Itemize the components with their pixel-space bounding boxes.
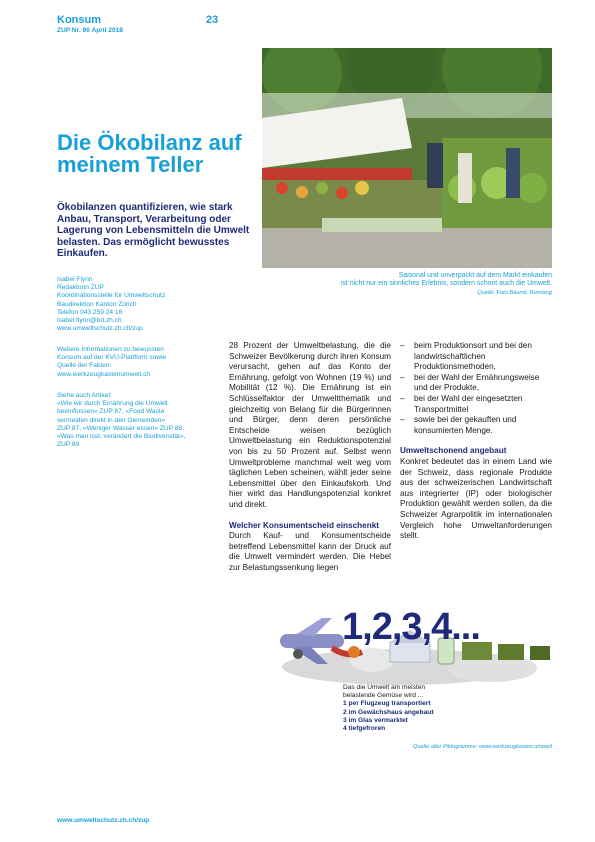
legend-item: 2 im Gewächshaus angebaut (343, 708, 434, 716)
issue-label: ZUP Nr. 90 April 2018 (57, 27, 123, 34)
market-photo-illustration (262, 48, 552, 268)
pictogram-legend (343, 684, 434, 733)
page-number: 23 (206, 14, 219, 26)
body-paragraph: Durch Kauf- und Konsumentscheide betreffend Lebensmittel kann der Druck auf die Umwelt vermindert werden. Die Hebel zur Belastungssenkung liegen (229, 531, 391, 572)
contact-line: Baudirektion Kanton Zürich (57, 300, 137, 308)
articles-line: «Was man isst, verändert die Biodiversität», (57, 433, 186, 441)
body-paragraph: 28 Prozent der Umweltbelastung, die die Schweizer Bevölkerung durch ihren Konsum verursacht, gehen auf das Konto der Ernährung, gefolgt von Wohnen (19 %) und Mobilität (12 %). Die Ernährung ist ein Schlüsselfaktor der Umweltthematik und gleichzeitig von Belang für die Bürgerinnen und Bürger, denn deren persönliche Entscheide weisen bezüglich Umweltbelastung ein Reduktionspotenzial von bis zu 50 Prozent auf. Selbst wenn Umweltprobleme manchmal weit weg vom täglichen Leben scheinen, wählt jeder seine Lebensmittel über den Einkaufskorb. Und hier wirkt das Handlungspotenzial konkret und direkt. (229, 341, 391, 509)
list-item: – beim Produktionsort und bei den landwirtschaftlichen Produktionsmethoden, (400, 341, 532, 372)
more-info (57, 346, 237, 379)
info-line: Konsum auf der KVU-Plattform sowie (57, 354, 167, 362)
legend-intro: Das die Umwelt am meisten (343, 684, 426, 691)
legend-item: 4 tiefgefroren (343, 725, 386, 733)
section-title: Konsum (57, 14, 101, 26)
footer-link[interactable]: www.umweltschutz.zh.ch/zup (57, 817, 150, 824)
list-item: – bei der Wahl der Ernährungsweise und der Produkte, (400, 372, 540, 393)
contact-email[interactable]: isabel.flynn@bd.zh.ch (57, 317, 122, 325)
articles-line: vermeiden direkt in den Gemeinden» (57, 416, 166, 424)
body-column-1 (229, 341, 391, 573)
photo-source: Quelle: Foto Bäumli, Rümlang (477, 290, 552, 296)
info-link[interactable]: www.werkzeugkastenumwelt.ch (57, 370, 151, 378)
photo-caption (262, 272, 552, 289)
subheading: Umweltschonend angebaut (400, 446, 507, 456)
list-item: – bei der Wahl der eingesetzten Transportmittel (400, 393, 523, 414)
related-articles (57, 392, 237, 449)
legend-item: 3 im Glas vermarktet (343, 716, 408, 724)
contact-line: Koordinationsstelle für Umweltschutz (57, 292, 166, 300)
legend-intro: belastende Gemüse wird ... (343, 692, 424, 700)
ranking-numbers: 1,2,3,4... (342, 606, 480, 648)
body-column-2 (400, 341, 552, 542)
articles-line: beeinflussen» ZUP 87, «Food Waste (57, 408, 165, 416)
contact-link[interactable]: www.umweltschutz.zh.ch/zup (57, 325, 143, 333)
articles-line: Siehe auch Artikel: (57, 392, 112, 399)
contact-line: Telefon 043 259 24 16 (57, 308, 123, 316)
list-item: – sowie bei der gekauften und konsumierten Menge. (400, 415, 517, 435)
airplane-icon (280, 634, 344, 648)
info-line: Quelle der Fakten: (57, 362, 112, 370)
caption-line: ist nicht nur ein sinnliches Erlebnis, sondern schont auch die Umwelt. (340, 280, 552, 288)
market-photo (262, 48, 552, 268)
contact-line: Isabel Flynn (57, 276, 93, 283)
article-lead: Ökobilanzen quantifizieren, wie stark Anbau, Transport, Verarbeitung oder Lagerung von Lebensmitteln die Umwelt belasten. Das ermöglicht bewusstes Einkaufen. (57, 202, 250, 260)
subheading: Welcher Konsumentscheid einschenkt (229, 520, 379, 530)
caption-line: Saisonal und unverpackt auf dem Markt einkaufen (398, 272, 552, 279)
body-paragraph: Konkret bedeutet das in einem Land wie der Schweiz, dass regionale Produkte aus der schweizerischen Landwirtschaft aus integrierter (IP) oder biologischer Produktion gewählt werden sollen, da die Schweizer Agrarpolitik im internationalen Vergleich hohe Umweltanforderungen stellt. (400, 456, 552, 541)
articles-line: ZUP 87, «Weniger Wasser essen» ZUP 88, (57, 424, 184, 432)
pictogram-source: Quelle aller Piktogramme: www.werkzeugkasten.umwelt (413, 744, 552, 750)
info-line: Weitere Informationen zu bewussten (57, 346, 164, 353)
articles-line: ZUP 89 (57, 441, 80, 449)
legend-item: 1 per Flugzeug transportiert (343, 700, 431, 708)
articles-line: «Wie wir durch Ernährung die Umwelt (57, 400, 168, 408)
article-title: Die Ökobilanz auf meinem Teller (57, 130, 242, 177)
author-contact (57, 276, 237, 333)
contact-line: Redaktorin ZUP (57, 284, 104, 292)
